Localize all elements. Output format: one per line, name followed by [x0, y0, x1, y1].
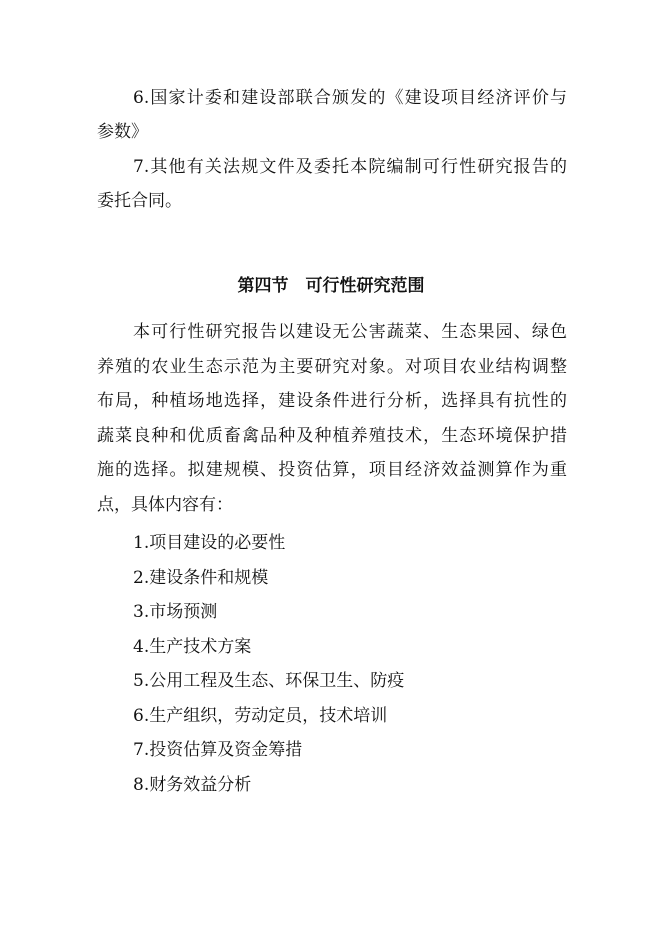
paragraph-line-2: 养殖的农业生态示范为主要研究对象。对项目农业结构调整 — [97, 357, 567, 377]
paragraph-line-3: 布局，种植场地选择，建设条件进行分析，选择具有抗性的 — [97, 391, 567, 411]
section-heading: 第四节 可行性研究范围 — [237, 276, 425, 296]
scope-item-3: 3.市场预测 — [133, 602, 218, 622]
basis-item-7-line-1: 7.其他有关法规文件及委托本院编制可行性研究报告的 — [133, 157, 567, 177]
paragraph-line-6: 点，具体内容有： — [97, 495, 233, 515]
scope-item-6: 6.生产组织，劳动定员，技术培训 — [133, 706, 388, 726]
scope-item-2: 2.建设条件和规模 — [133, 568, 269, 588]
scope-item-4: 4.生产技术方案 — [133, 637, 252, 657]
paragraph-line-4: 蔬菜良种和优质畜禽品种及种植养殖技术，生态环境保护措 — [97, 426, 567, 446]
scope-item-5: 5.公用工程及生态、环保卫生、防疫 — [133, 671, 405, 691]
paragraph-line-5: 施的选择。拟建规模、投资估算，项目经济效益测算作为重 — [97, 460, 567, 480]
scope-item-8: 8.财务效益分析 — [133, 775, 252, 795]
scope-item-1: 1.项目建设的必要性 — [133, 533, 286, 553]
basis-item-7-line-2: 委托合同。 — [97, 191, 182, 211]
paragraph-line-1: 本可行性研究报告以建设无公害蔬菜、生态果园、绿色 — [133, 322, 567, 342]
scope-item-7: 7.投资估算及资金筹措 — [133, 740, 303, 760]
basis-item-6-line-2: 参数》 — [97, 122, 148, 142]
basis-item-6-line-1: 6.国家计委和建设部联合颁发的《建设项目经济评价与 — [133, 88, 567, 108]
